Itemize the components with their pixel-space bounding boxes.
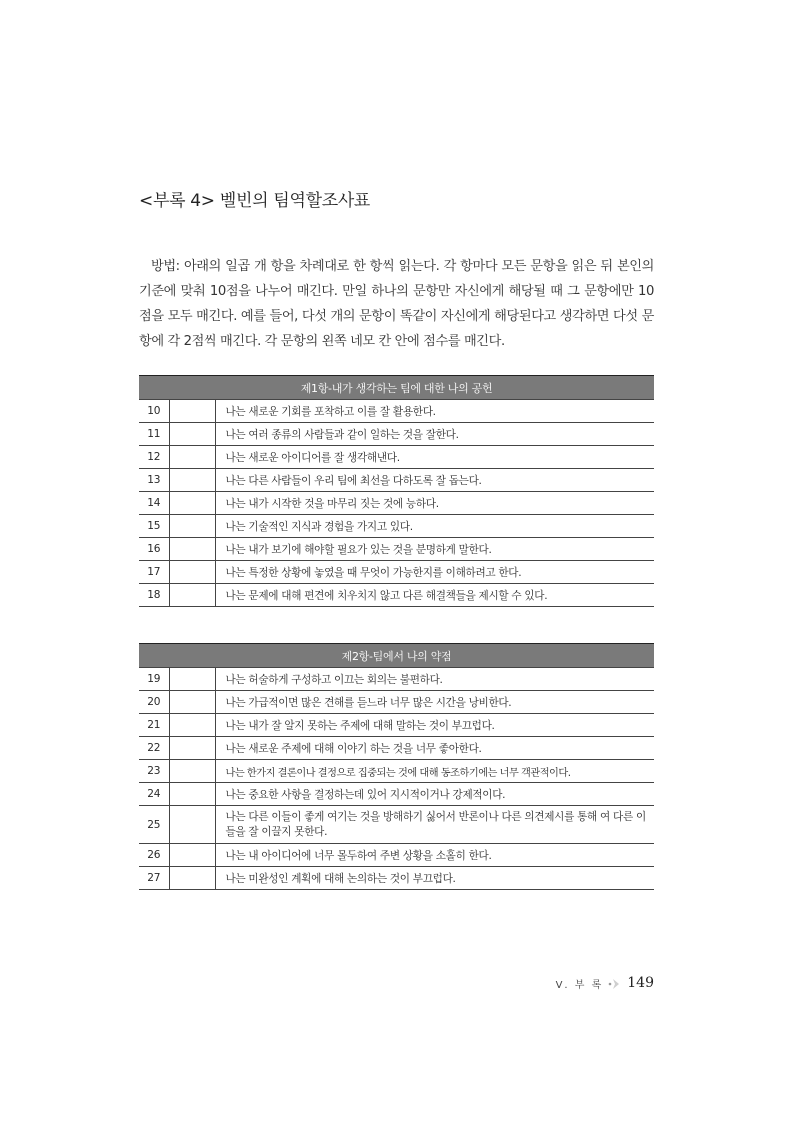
item-text: 나는 중요한 사항을 결정하는데 있어 지시적이거나 강제적이다. bbox=[215, 783, 654, 806]
item-text: 나는 가급적이면 많은 견해를 듣느라 너무 많은 시간을 낭비한다. bbox=[215, 691, 654, 714]
score-box[interactable] bbox=[169, 515, 215, 538]
table-row bbox=[139, 446, 654, 469]
item-text: 나는 새로운 주제에 대해 이야기 하는 것을 너무 좋아한다. bbox=[215, 737, 654, 760]
section-2-table bbox=[139, 643, 654, 890]
item-number: 25 bbox=[139, 806, 169, 844]
score-box[interactable] bbox=[169, 714, 215, 737]
table-row bbox=[139, 492, 654, 515]
item-text: 나는 내가 보기에 해야할 필요가 있는 것을 분명하게 말한다. bbox=[215, 538, 654, 561]
section-1-header: 제1항-내가 생각하는 팀에 대한 나의 공헌 bbox=[139, 376, 654, 400]
item-number: 24 bbox=[139, 783, 169, 806]
item-number: 11 bbox=[139, 423, 169, 446]
score-box[interactable] bbox=[169, 538, 215, 561]
item-text: 나는 허술하게 구성하고 이끄는 회의는 불편하다. bbox=[215, 668, 654, 691]
score-box[interactable] bbox=[169, 691, 215, 714]
score-box[interactable] bbox=[169, 423, 215, 446]
item-number: 14 bbox=[139, 492, 169, 515]
item-text: 나는 여러 종류의 사람들과 같이 일하는 것을 잘한다. bbox=[215, 423, 654, 446]
page-footer bbox=[556, 975, 654, 991]
section-1-table bbox=[139, 375, 654, 607]
item-number: 21 bbox=[139, 714, 169, 737]
item-number: 23 bbox=[139, 760, 169, 783]
item-number: 15 bbox=[139, 515, 169, 538]
score-box[interactable] bbox=[169, 492, 215, 515]
item-text: 나는 다른 이들이 좋게 여기는 것을 방해하기 싫어서 반론이나 다른 의견제시를 통해 여 다른 이들을 잘 이끌지 못한다. bbox=[215, 806, 654, 844]
table-row bbox=[139, 538, 654, 561]
table-row bbox=[139, 469, 654, 492]
item-text: 나는 미완성인 계획에 대해 논의하는 것이 부끄럽다. bbox=[215, 867, 654, 890]
score-box[interactable] bbox=[169, 806, 215, 844]
item-text: 나는 문제에 대해 편견에 치우치지 않고 다른 해결책들을 제시할 수 있다. bbox=[215, 584, 654, 607]
item-number: 12 bbox=[139, 446, 169, 469]
table-row bbox=[139, 783, 654, 806]
table-row bbox=[139, 867, 654, 890]
table-row bbox=[139, 515, 654, 538]
item-number: 10 bbox=[139, 400, 169, 423]
table-row bbox=[139, 844, 654, 867]
item-text: 나는 다른 사람들이 우리 팀에 최선을 다하도록 잘 돕는다. bbox=[215, 469, 654, 492]
score-box[interactable] bbox=[169, 400, 215, 423]
footer-section-label: Ⅴ. 부 록 bbox=[555, 979, 604, 991]
item-number: 22 bbox=[139, 737, 169, 760]
page-number: 149 bbox=[627, 975, 654, 991]
table-row bbox=[139, 760, 654, 783]
score-box[interactable] bbox=[169, 867, 215, 890]
table-row bbox=[139, 423, 654, 446]
table-row bbox=[139, 561, 654, 584]
table-row bbox=[139, 584, 654, 607]
score-box[interactable] bbox=[169, 561, 215, 584]
score-box[interactable] bbox=[169, 469, 215, 492]
item-number: 27 bbox=[139, 867, 169, 890]
item-text: 나는 특정한 상황에 놓였을 때 무엇이 가능한지를 이해하려고 한다. bbox=[215, 561, 654, 584]
item-number: 20 bbox=[139, 691, 169, 714]
table-row bbox=[139, 737, 654, 760]
item-number: 16 bbox=[139, 538, 169, 561]
item-text: 나는 새로운 기회를 포착하고 이를 잘 활용한다. bbox=[215, 400, 654, 423]
score-box[interactable] bbox=[169, 783, 215, 806]
score-box[interactable] bbox=[169, 844, 215, 867]
item-number: 26 bbox=[139, 844, 169, 867]
item-number: 17 bbox=[139, 561, 169, 584]
item-number: 13 bbox=[139, 469, 169, 492]
item-number: 19 bbox=[139, 668, 169, 691]
score-box[interactable] bbox=[169, 737, 215, 760]
table-row bbox=[139, 668, 654, 691]
score-box[interactable] bbox=[169, 760, 215, 783]
item-number: 18 bbox=[139, 584, 169, 607]
section-2-header: 제2항-팀에서 나의 약점 bbox=[139, 644, 654, 668]
table-row bbox=[139, 714, 654, 737]
item-text: 나는 새로운 아이디어를 잘 생각해낸다. bbox=[215, 446, 654, 469]
item-text: 나는 내 아이디어에 너무 몰두하여 주변 상황을 소홀히 한다. bbox=[215, 844, 654, 867]
item-text: 나는 한가지 결론이나 결정으로 집중되는 것에 대해 동조하기에는 너무 객관적이다. bbox=[215, 760, 654, 783]
score-box[interactable] bbox=[169, 584, 215, 607]
score-box[interactable] bbox=[169, 446, 215, 469]
item-text: 나는 내가 잘 알지 못하는 주제에 대해 말하는 것이 부끄럽다. bbox=[215, 714, 654, 737]
instructions bbox=[139, 254, 654, 354]
score-box[interactable] bbox=[169, 668, 215, 691]
chevron-right-icon bbox=[607, 976, 621, 990]
table-row bbox=[139, 400, 654, 423]
table-row bbox=[139, 806, 654, 844]
instructions-text: 방법: 아래의 일곱 개 항을 차례대로 한 항씩 읽는다. 각 항마다 모든 문항을 읽은 뒤 본인의 기준에 맞춰 10점을 나누어 매긴다. 만일 하나의 문항만 자신에게 해당될 때 그 문항에만 10점을 모두 매긴다. 예를 들어, 다섯 개의 문항이 똑같이 자신에게 해당된다고 생각하면 다섯 문항에 각 2점씩 매긴다. 각 문항의 왼쪽 네모 칸 안에 점수를 매긴다. bbox=[139, 259, 654, 349]
item-text: 나는 내가 시작한 것을 마무리 짓는 것에 능하다. bbox=[215, 492, 654, 515]
item-text: 나는 기술적인 지식과 경험을 가지고 있다. bbox=[215, 515, 654, 538]
page-title: <부록 4> 벨빈의 팀역할조사표 bbox=[139, 191, 371, 211]
table-row bbox=[139, 691, 654, 714]
